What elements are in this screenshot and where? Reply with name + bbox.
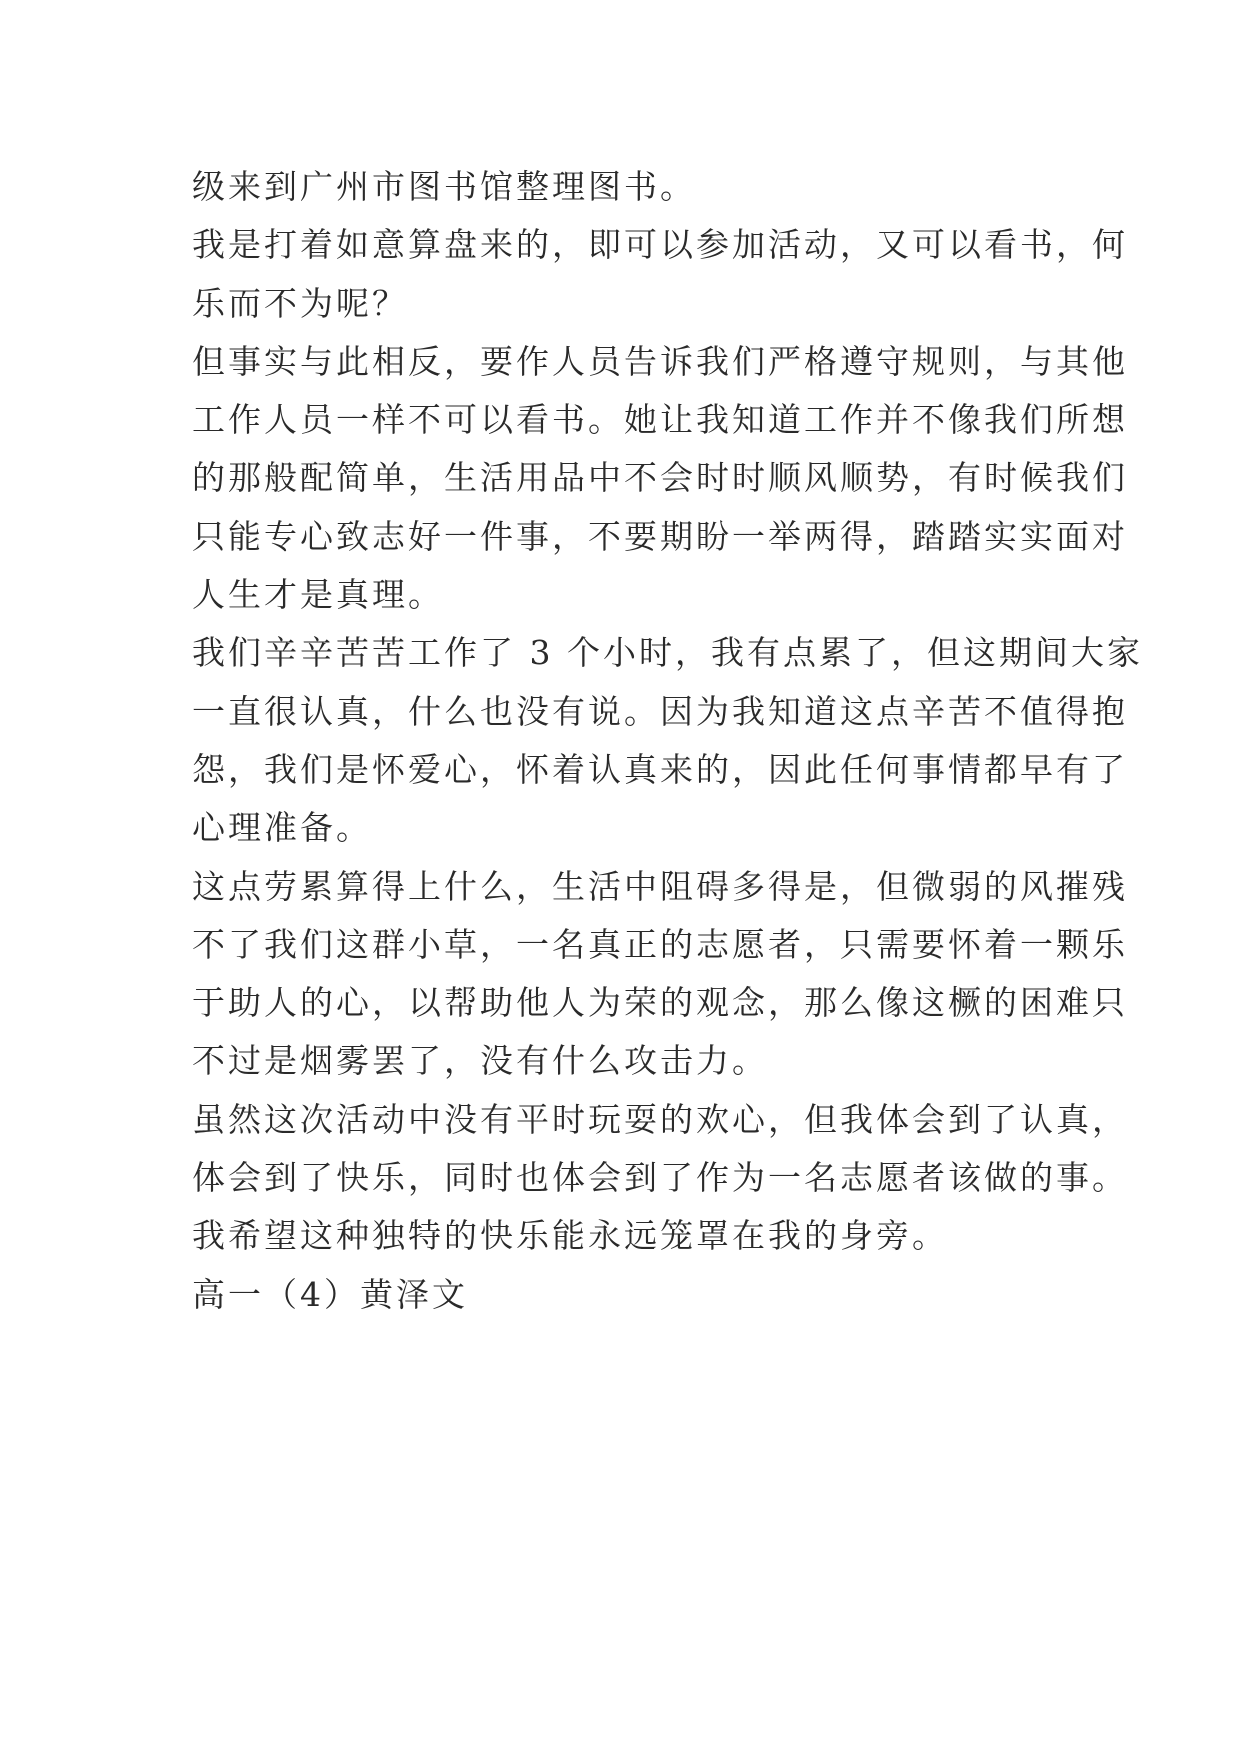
text-line: 这点劳累算得上什么，生活中阻碍多得是，但微弱的风摧残 xyxy=(192,866,1128,906)
text-line: 于助人的心，以帮助他人为荣的观念，那么像这橛的困难只 xyxy=(192,983,1128,1023)
document-body xyxy=(192,158,1143,1324)
text-line: 人生才是真理。 xyxy=(192,575,444,615)
text-line: 级来到广州市图书馆整理图书。 xyxy=(192,167,696,206)
text-line: 我希望这种独特的快乐能永远笼罩在我的身旁。 xyxy=(192,1216,948,1256)
text-line: 一直很认真，什么也没有说。因为我知道这点辛苦不值得抱 xyxy=(192,691,1128,731)
text-line: 的那般配简单，生活用品中不会时时顺风顺势，有时候我们 xyxy=(192,458,1128,498)
text-line: 怨，我们是怀爱心，怀着认真来的，因此任何事情都早有了 xyxy=(192,749,1128,789)
text-line: 不了我们这群小草，一名真正的志愿者，只需要怀着一颗乐 xyxy=(192,924,1128,964)
text-line: 工作人员一样不可以看书。她让我知道工作并不像我们所想 xyxy=(192,400,1128,440)
text-line: 虽然这次活动中没有平时玩耍的欢心，但我体会到了认真， xyxy=(192,1099,1128,1139)
text-line: 只能专心致志好一件事，不要期盼一举两得，踏踏实实面对 xyxy=(192,516,1128,556)
text-line: 我是打着如意算盘来的，即可以参加活动，又可以看书，何 xyxy=(192,225,1128,265)
text-line: 乐而不为呢？ xyxy=(192,283,408,323)
text-line: 但事实与此相反，要作人员告诉我们严格遵守规则，与其他 xyxy=(192,341,1128,381)
text-line: 不过是烟雾罢了，没有什么攻击力。 xyxy=(192,1041,768,1081)
text-line: 心理准备。 xyxy=(192,808,372,848)
text-line: 体会到了快乐，同时也体会到了作为一名志愿者该做的事。 xyxy=(192,1158,1128,1198)
text-line: 我们辛辛苦苦工作了 3 个小时，我有点累了，但这期间大家 xyxy=(192,633,1143,673)
author-line: 高一（4）黄泽文 xyxy=(192,1274,468,1314)
